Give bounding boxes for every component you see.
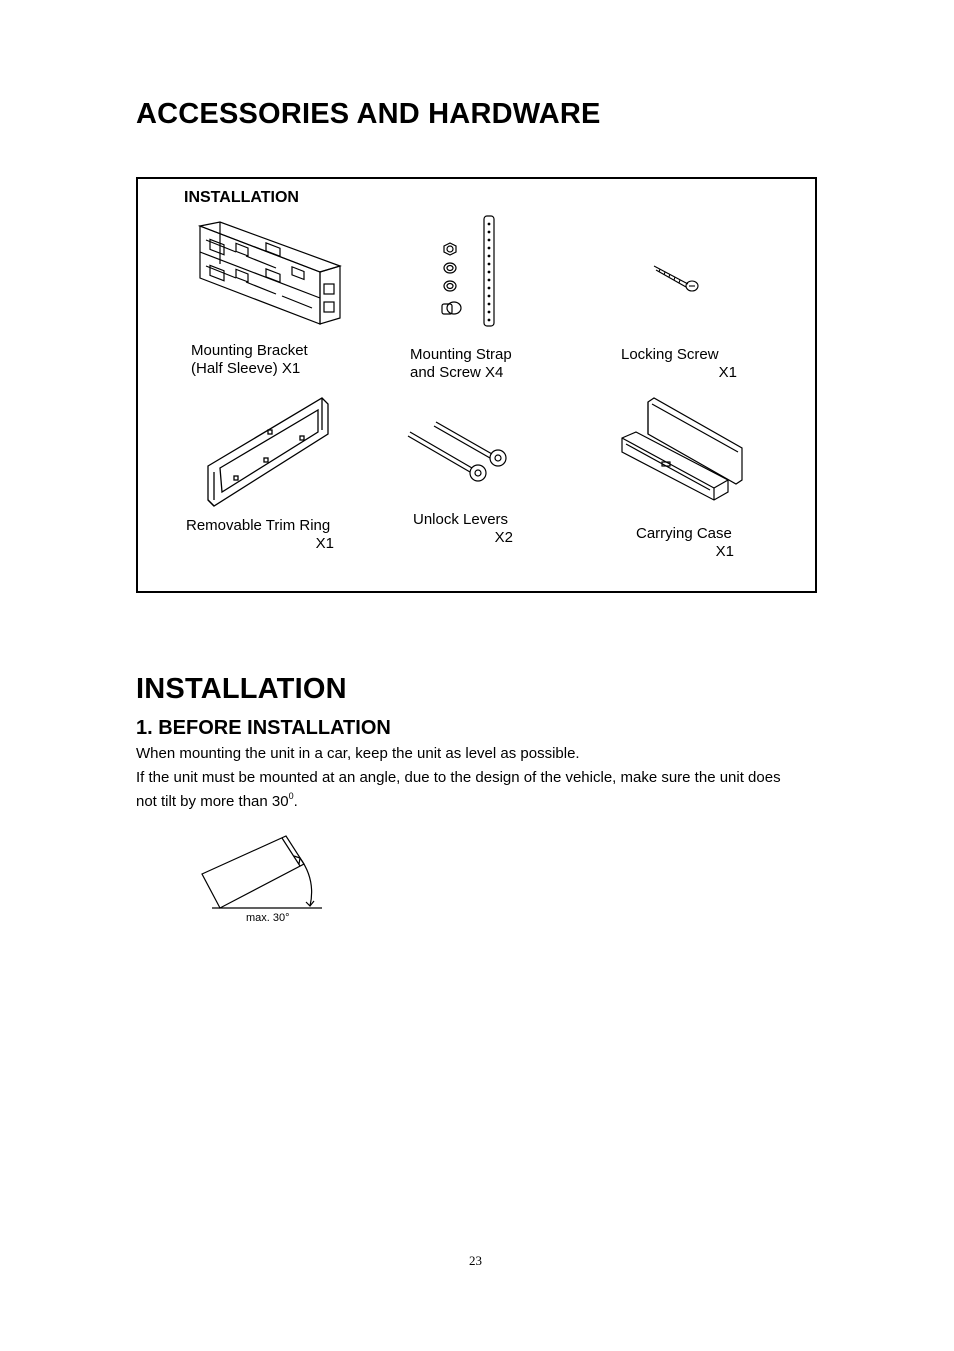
page-number: 23 xyxy=(469,1253,482,1268)
item-label-line1: Removable Trim Ring xyxy=(186,517,331,534)
item-label-line2: X1 xyxy=(315,535,334,552)
para2-period: . xyxy=(293,793,298,810)
mounting-bracket-icon xyxy=(196,220,344,330)
item-label-unlock-levers xyxy=(413,511,513,547)
item-label-trim-ring xyxy=(186,517,334,553)
item-label-line1: Carrying Case xyxy=(636,525,732,542)
trim-ring-icon xyxy=(206,396,330,510)
item-label-line2: X1 xyxy=(718,364,737,381)
item-label-line2: and Screw X4 xyxy=(410,364,504,381)
item-label-mounting-bracket xyxy=(191,342,308,378)
item-label-line1: Mounting Bracket xyxy=(191,342,308,359)
diagram-angle-label: max. 30° xyxy=(246,912,290,924)
item-label-line1: Mounting Strap xyxy=(410,346,512,363)
unlock-levers-icon xyxy=(406,418,510,482)
degree-superscript: 0 xyxy=(288,791,294,801)
subsection-title: 1. BEFORE INSTALLATION xyxy=(136,717,391,739)
body-paragraph xyxy=(136,742,826,814)
section-title-installation: INSTALLATION xyxy=(136,673,347,705)
panel-heading: INSTALLATION xyxy=(184,189,299,206)
item-label-carrying-case xyxy=(636,525,734,561)
item-label-locking-screw xyxy=(621,346,737,382)
item-label-line2: X1 xyxy=(715,543,734,560)
carrying-case-icon xyxy=(618,396,746,510)
section-title-accessories: ACCESSORIES AND HARDWARE xyxy=(136,98,601,130)
locking-screw-icon xyxy=(652,264,702,294)
item-label-line2: (Half Sleeve) X1 xyxy=(191,360,301,377)
para2-line2 xyxy=(136,790,826,814)
mounting-strap-icon xyxy=(438,214,500,330)
item-label-line1: Locking Screw xyxy=(621,346,719,363)
para2-line1: If the unit must be mounted at an angle, due to the design of the vehicle, make sure the unit does xyxy=(136,769,781,786)
item-label-mounting-strap xyxy=(410,346,512,382)
tilt-angle-diagram xyxy=(198,834,328,914)
para2-text: not tilt by more than 30 xyxy=(136,793,289,810)
item-label-line1: Unlock Levers xyxy=(413,511,509,528)
item-label-line2: X2 xyxy=(494,529,513,546)
para1: When mounting the unit in a car, keep the unit as level as possible. xyxy=(136,745,580,762)
